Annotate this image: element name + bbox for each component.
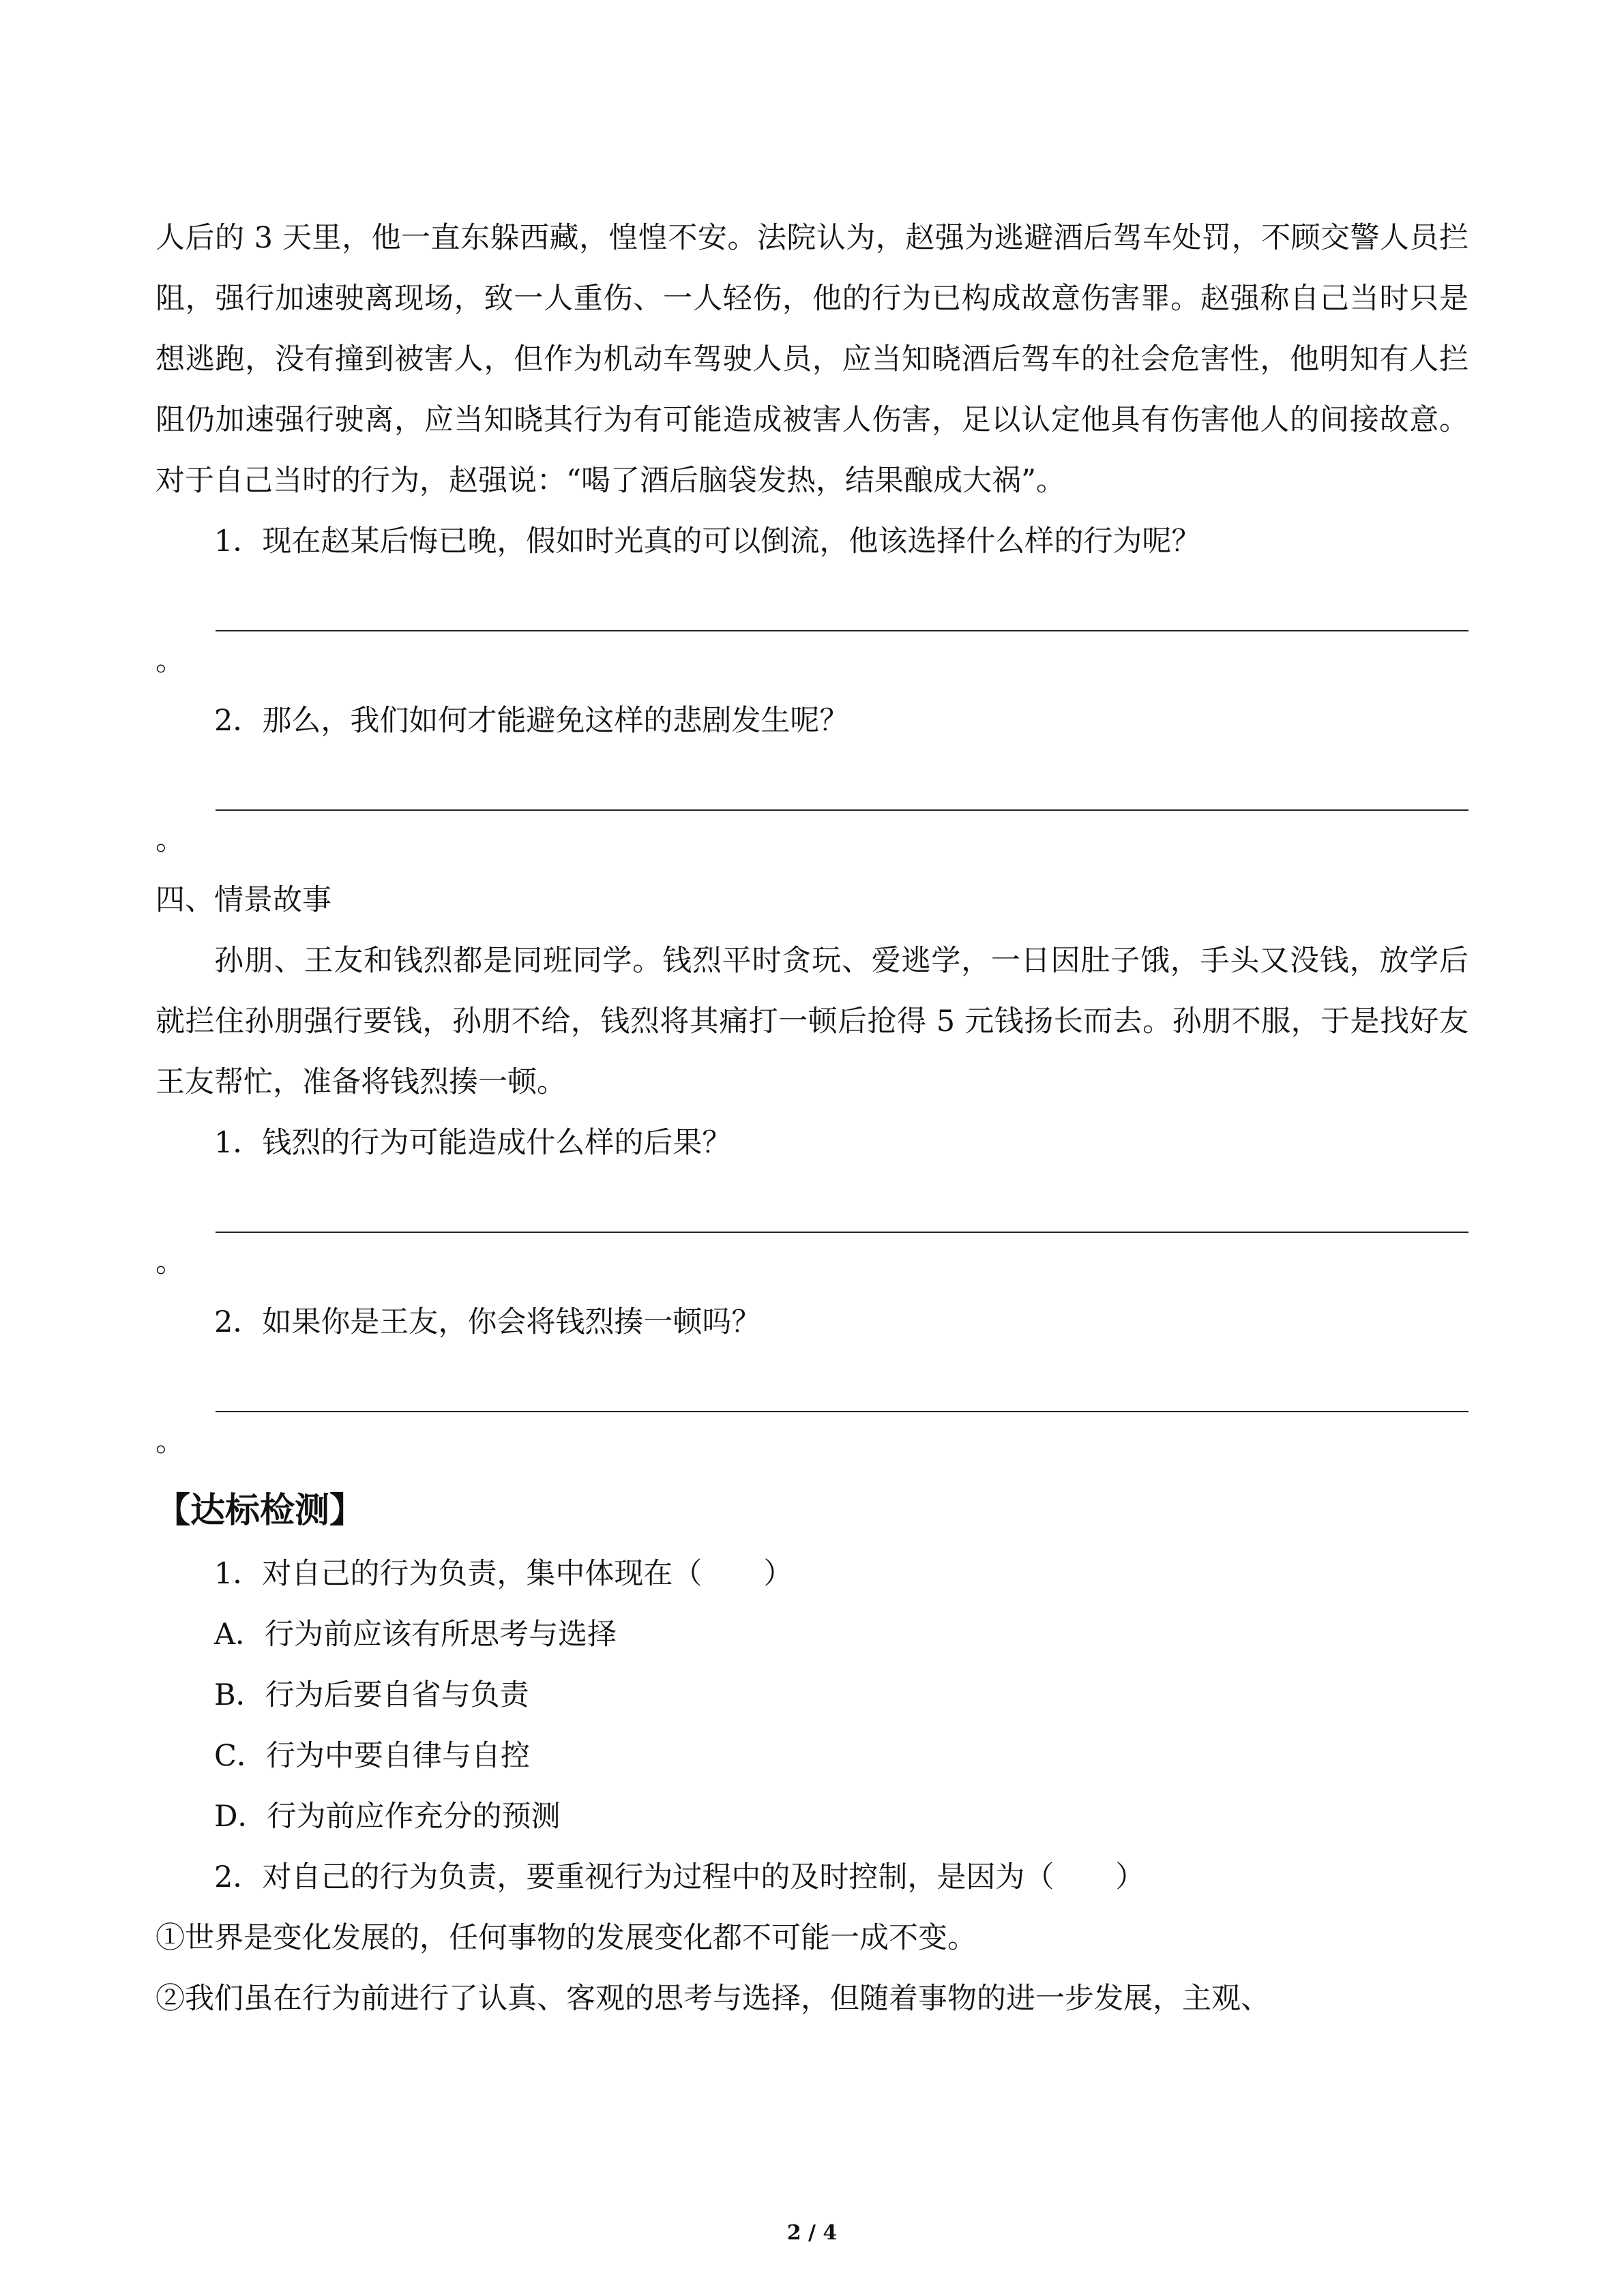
answer-line	[216, 1232, 1468, 1233]
section-4-heading: 四、情景故事	[156, 883, 331, 917]
question-stem: 2．对自己的行为负责，要重视行为过程中的及时控制，是因为（	[214, 1860, 1054, 1894]
story-paragraph: 孙朋、王友和钱烈都是同班同学。钱烈平时贪玩、爱逃学，一日因肚子饿，手头又没钱，放学后就拦住孙朋强行要钱，孙朋不给，钱烈将其痛打一顿后抢得 5 元钱扬长而去。孙朋不服，于是找好友王友帮忙，准备将钱烈揍一顿。	[156, 944, 1468, 1099]
story-question-2: 2．如果你是王友，你会将钱烈揍一顿吗？	[214, 1305, 761, 1339]
option-a: A．行为前应该有所思考与选择	[214, 1617, 617, 1652]
statement-2: ②我们虽在行为前进行了认真、客观的思考与选择，但随着事物的进一步发展，主观、	[156, 1982, 1270, 2016]
question-stem: 1．对自己的行为负责，集中体现在（	[214, 1557, 703, 1591]
answer-line	[216, 1411, 1468, 1412]
answer-blank-3[interactable]	[156, 1174, 1468, 1233]
answer-blank-4[interactable]	[156, 1353, 1468, 1412]
case-paragraph: 人后的 3 天里，他一直东躲西藏，惶惶不安。法院认为，赵强为逃避酒后驾车处罚，不顾交警人员拦阻，强行加速驶离现场，致一人重伤、一人轻伤，他的行为已构成故意伤害罪。赵强称自己当时只是想逃跑，没有撞到被害人，但作为机动车驾驶人员，应当知晓酒后驾车的社会危害性，他明知有人拦阻仍加速强行驶离，应当知晓其行为有可能造成被害人伤害，足以认定他具有伤害他人的间接故意。对于自己当时的行为，赵强说：“喝了酒后脑袋发热，结果酿成大祸”。	[156, 221, 1468, 498]
case-question-1: 1．现在赵某后悔已晚，假如时光真的可以倒流，他该选择什么样的行为呢？	[214, 524, 1201, 558]
question-stem-end: ）	[1115, 1860, 1145, 1894]
answer-end-mark: 。	[156, 1245, 185, 1279]
answer-line	[216, 809, 1468, 811]
answer-blank-1[interactable]	[156, 572, 1468, 631]
test-heading: 【达标检测】	[156, 1491, 365, 1531]
page-content	[156, 208, 1468, 2029]
answer-blank-2[interactable]	[156, 751, 1468, 811]
test-question-2	[156, 1847, 1468, 1908]
answer-end-mark: 。	[156, 1425, 185, 1459]
option-c: C．行为中要自律与自控	[214, 1739, 530, 1773]
answer-end-mark: 。	[156, 644, 185, 678]
case-question-2: 2．那么，我们如何才能避免这样的悲剧发生呢？	[214, 704, 849, 738]
story-question-1: 1．钱烈的行为可能造成什么样的后果？	[214, 1126, 732, 1160]
answer-line	[216, 630, 1468, 631]
statement-1: ①世界是变化发展的，任何事物的发展变化都不可能一成不变。	[156, 1921, 977, 1955]
page-number: 2 / 4	[786, 2221, 838, 2245]
option-b: B．行为后要自省与负责	[214, 1678, 529, 1712]
question-stem-end: ）	[763, 1557, 793, 1591]
test-question-1	[156, 1544, 1468, 1605]
answer-end-mark: 。	[156, 823, 185, 857]
option-d: D．行为前应作充分的预测	[214, 1800, 561, 1834]
